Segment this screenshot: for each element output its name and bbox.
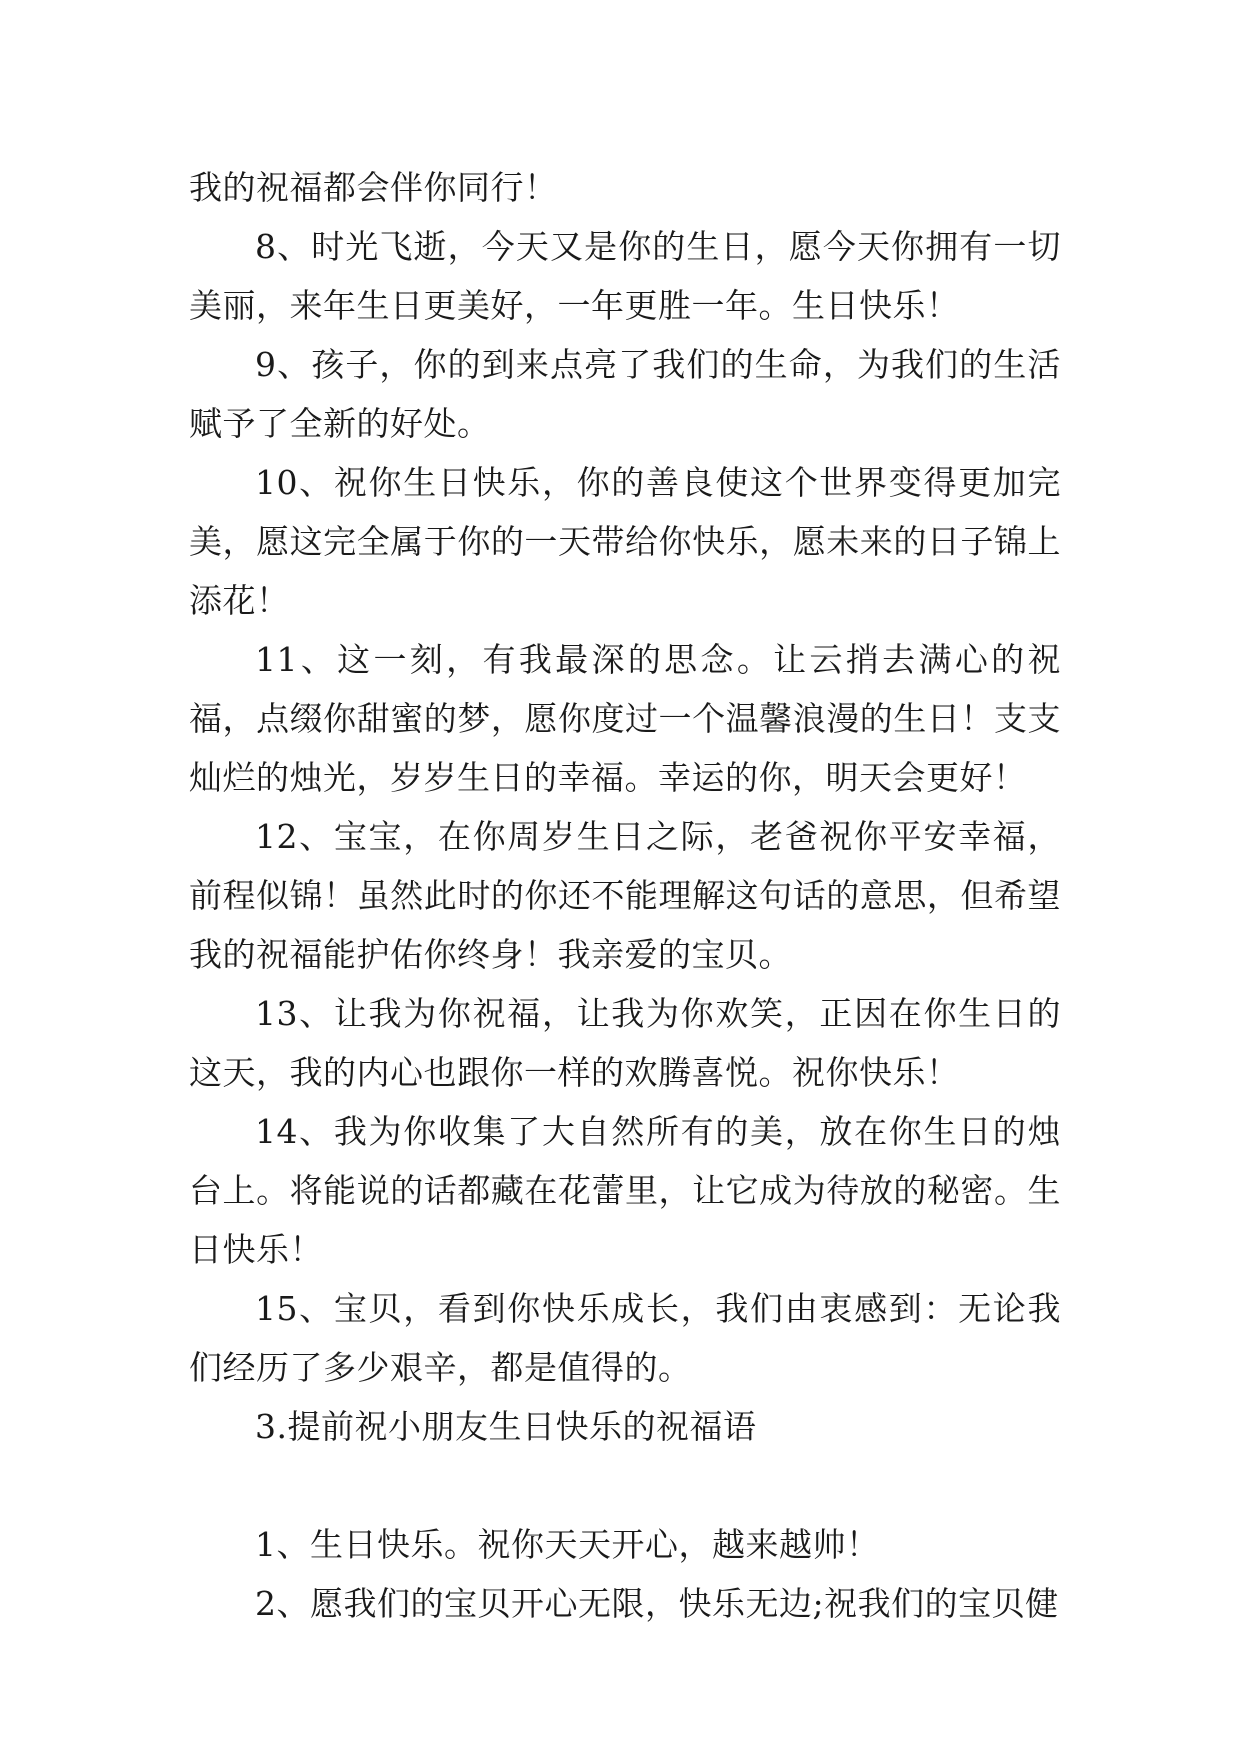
section-heading: 3.提前祝小朋友生日快乐的祝福语 bbox=[255, 1407, 757, 1446]
wish-b-2: 2、愿我们的宝贝开心无限，快乐无边;祝我们的宝贝健 bbox=[255, 1584, 1059, 1623]
blank-line bbox=[189, 1456, 1061, 1515]
wish-14: 14、我为你收集了大自然所有的美，放在你生日的烛台上。将能说的话都藏在花蕾里，让它成为待放的秘密。生日快乐！ bbox=[189, 1112, 1061, 1269]
continuation-line: 我的祝福都会伴你同行！ bbox=[189, 168, 558, 207]
wish-10: 10、祝你生日快乐，你的善良使这个世界变得更加完美，愿这完全属于你的一天带给你快乐，愿未来的日子锦上添花！ bbox=[189, 463, 1061, 620]
wish-11: 11、这一刻，有我最深的思念。让云捎去满心的祝福，点缀你甜蜜的梦，愿你度过一个温馨浪漫的生日！支支灿烂的烛光，岁岁生日的幸福。幸运的你，明天会更好！ bbox=[189, 640, 1061, 797]
wish-8: 8、时光飞逝，今天又是你的生日，愿今天你拥有一切美丽，来年生日更美好，一年更胜一年。生日快乐！ bbox=[189, 227, 1061, 325]
wish-9: 9、孩子，你的到来点亮了我们的生命，为我们的生活赋予了全新的好处。 bbox=[189, 345, 1061, 443]
wish-12: 12、宝宝，在你周岁生日之际，老爸祝你平安幸福，前程似锦！虽然此时的你还不能理解这句话的意思，但希望我的祝福能护佑你终身！我亲爱的宝贝。 bbox=[189, 817, 1061, 974]
wish-15: 15、宝贝，看到你快乐成长，我们由衷感到：无论我们经历了多少艰辛，都是值得的。 bbox=[189, 1289, 1061, 1387]
wish-b-1: 1、生日快乐。祝你天天开心，越来越帅！ bbox=[255, 1525, 880, 1564]
document-body bbox=[189, 158, 1061, 1633]
wish-13: 13、让我为你祝福，让我为你欢笑，正因在你生日的这天，我的内心也跟你一样的欢腾喜悦。祝你快乐！ bbox=[189, 994, 1061, 1092]
